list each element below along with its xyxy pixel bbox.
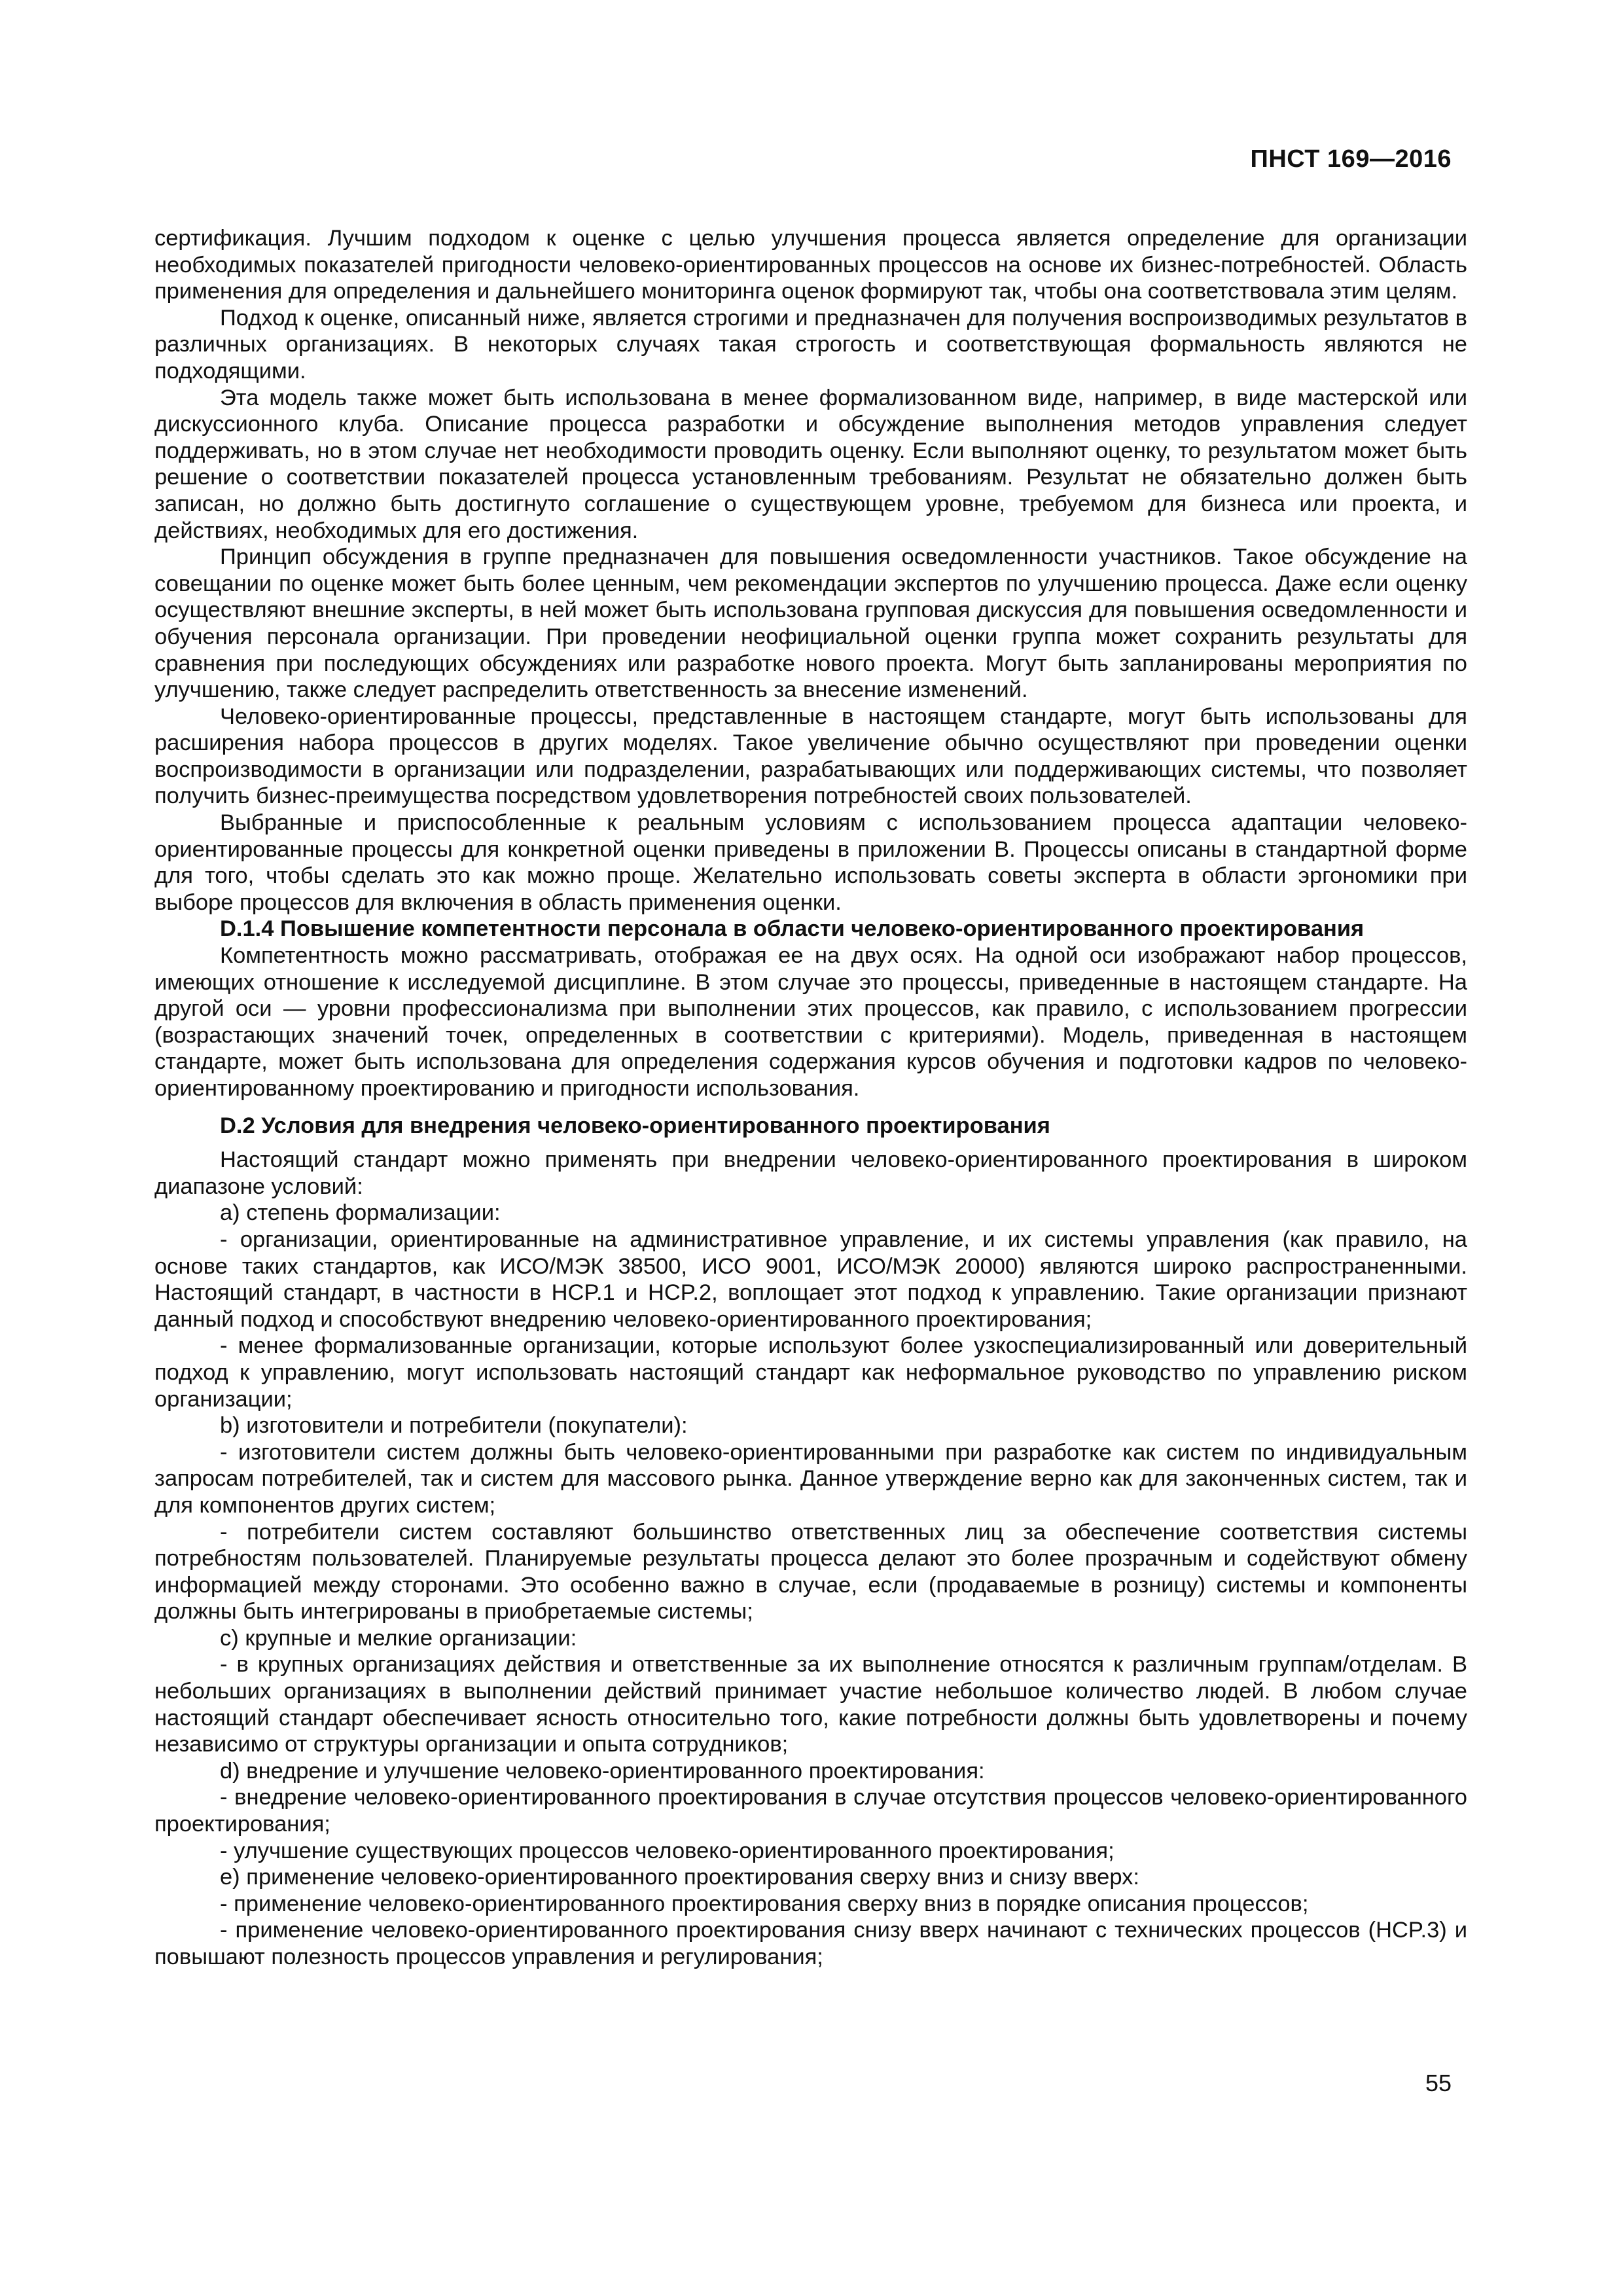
paragraph: Компетентность можно рассматривать, отображая ее на двух осях. На одной оси изображают набор процессов, имеющих отношение к исследуемой дисциплине. В этом случае это процессы, приведенные в настоящем стандарте. На другой оси — уровни профессионализма при выполнении этих процессов, как правило, с использованием прогрессии (возрастающих значений точек, определенных в соответствии с критериями). Модель, приведенная в настоящем стандарте, может быть использована для определения содержания курсов обучения и подготовки кадров по человеко-ориентированному проектированию и пригодности использования. [154,943,1467,1101]
list-item: - внедрение человеко-ориентированного проектирования в случае отсутствия процессов человеко-ориентированного проектирования; [154,1785,1467,1837]
list-item: а) степень формализации: [220,1200,501,1226]
section-heading-d2: D.2 Условия для внедрения человеко-ориентированного проектирования [220,1113,1050,1138]
list-item: - применение человеко-ориентированного проектирования снизу вверх начинают с технических процессов (HCP.3) и повышают полезность процессов управления и регулирования; [154,1918,1467,1969]
list-item: - изготовители систем должны быть человеко-ориентированными при разработке как систем по индивидуальным запросам потребителей, так и систем для массового рынка. Данное утверждение верно как для законченных систем, так и для компонентов других систем; [154,1439,1467,1518]
paragraph: Принцип обсуждения в группе предназначен для повышения осведомленности участников. Такое обсуждение на совещании по оценке может быть более ценным, чем рекомендации экспертов по улучшению процесса. Даже если оценку осуществляют внешние эксперты, в ней может быть использована групповая дискуссия для повышения осведомленности и обучения персонала организации. При проведении неофициальной оценки группа может сохранить результаты для сравнения при последующих обсуждениях или разработке нового проекта. Могут быть запланированы мероприятия по улучшению, также следует распределить ответственность за внесение изменений. [154,545,1467,703]
list-item: с) крупные и мелкие организации: [220,1625,577,1651]
document-body [154,225,1467,1971]
list-item: - организации, ориентированные на административное управление, и их системы управления (как правило, на основе таких стандартов, как ИСО/МЭК 38500, ИСО 9001, ИСО/МЭК 20000) являются широко распространенными. Настоящий стандарт, в частности в HCP.1 и HCP.2, воплощает этот подход к управлению. Такие организации признают данный подход и способствуют внедрению человеко-ориентированного проектирования; [154,1227,1467,1332]
list-item: - применение человеко-ориентированного проектирования сверху вниз в порядке описания процессов; [220,1891,1309,1916]
list-item: d) внедрение и улучшение человеко-ориентированного проектирования: [220,1758,985,1784]
paragraph: Эта модель также может быть использована в менее формализованном виде, например, в виде мастерской или дискуссионного клуба. Описание процесса разработки и обсуждение выполнения методов управления следует поддерживать, но в этом случае нет необходимости проводить оценку. Если выполняют оценку, то результатом может быть решение о соответствии показателей процесса установленным требованиям. Результат не обязательно должен быть записан, но должно быть достигнуто соглашение о существующем уровне, требуемом для бизнеса или проекта, и действиях, необходимых для его достижения. [154,385,1467,543]
paragraph: Человеко-ориентированные процессы, представленные в настоящем стандарте, могут быть использованы для расширения набора процессов в других моделях. Такое увеличение обычно осуществляют при проведении оценки воспроизводимости в организации или подразделении, разрабатывающих или поддерживающих системы, что позволяет получить бизнес-преимущества посредством удовлетворения потребностей своих пользователей. [154,704,1467,809]
document-header: ПНСТ 169—2016 [1250,145,1452,173]
paragraph: Подход к оценке, описанный ниже, является строгими и предназначен для получения воспроизводимых результатов в различных организациях. В некоторых случаях такая строгость и соответствующая формальность являются не подходящими. [154,305,1467,384]
paragraph: сертификация. Лучшим подходом к оценке с целью улучшения процесса является определение для организации необходимых показателей пригодности человеко-ориентированных процессов на основе их бизнес-потребностей. Область применения для определения и дальнейшего мониторинга оценок формируют так, чтобы она соответствовала этим целям. [154,226,1467,304]
list-item: - менее формализованные организации, которые используют более узкоспециализированный или доверительный подход к управлению, могут использовать настоящий стандарт как неформальное руководство по управлению риском организации; [154,1333,1467,1412]
list-item: - в крупных организациях действия и ответственные за их выполнение относятся к различным группам/отделам. В небольших организациях в выполнении действий принимает участие небольшое количество людей. В любом случае настоящий стандарт обеспечивает ясность относительно того, какие потребности должны быть удовлетворены и почему независимо от структуры организации и опыта сотрудников; [154,1652,1467,1757]
list-item: Настоящий стандарт можно применять при внедрении человеко-ориентированного проектирования в широком диапазоне условий: [154,1147,1467,1199]
page-number: 55 [1425,2070,1452,2096]
list-item: - потребители систем составляют большинство ответственных лиц за обеспечение соответствия системы потребностям пользователей. Планируемые результаты процесса делают это более прозрачным и содействуют обмену информацией между сторонами. Это особенно важно в случае, если (продаваемые в розницу) системы и компоненты должны быть интегрированы в приобретаемые системы; [154,1519,1467,1624]
list-item: е) применение человеко-ориентированного проектирования сверху вниз и снизу вверх: [220,1865,1139,1890]
list-item: b) изготовители и потребители (покупатели): [220,1413,688,1439]
paragraph: Выбранные и приспособленные к реальным условиям с использованием процесса адаптации человеко-ориентированные процессы для конкретной оценки приведены в приложении В. Процессы описаны в стандартной форме для того, чтобы сделать это как можно проще. Желательно использовать советы эксперта в области эргономики при выборе процессов для включения в область применения оценки. [154,810,1467,915]
list-item: - улучшение существующих процессов человеко-ориентированного проектирования; [220,1838,1115,1863]
section-heading-d14: D.1.4 Повышение компетентности персонала в области человеко-ориентированного проектирования [220,916,1364,942]
